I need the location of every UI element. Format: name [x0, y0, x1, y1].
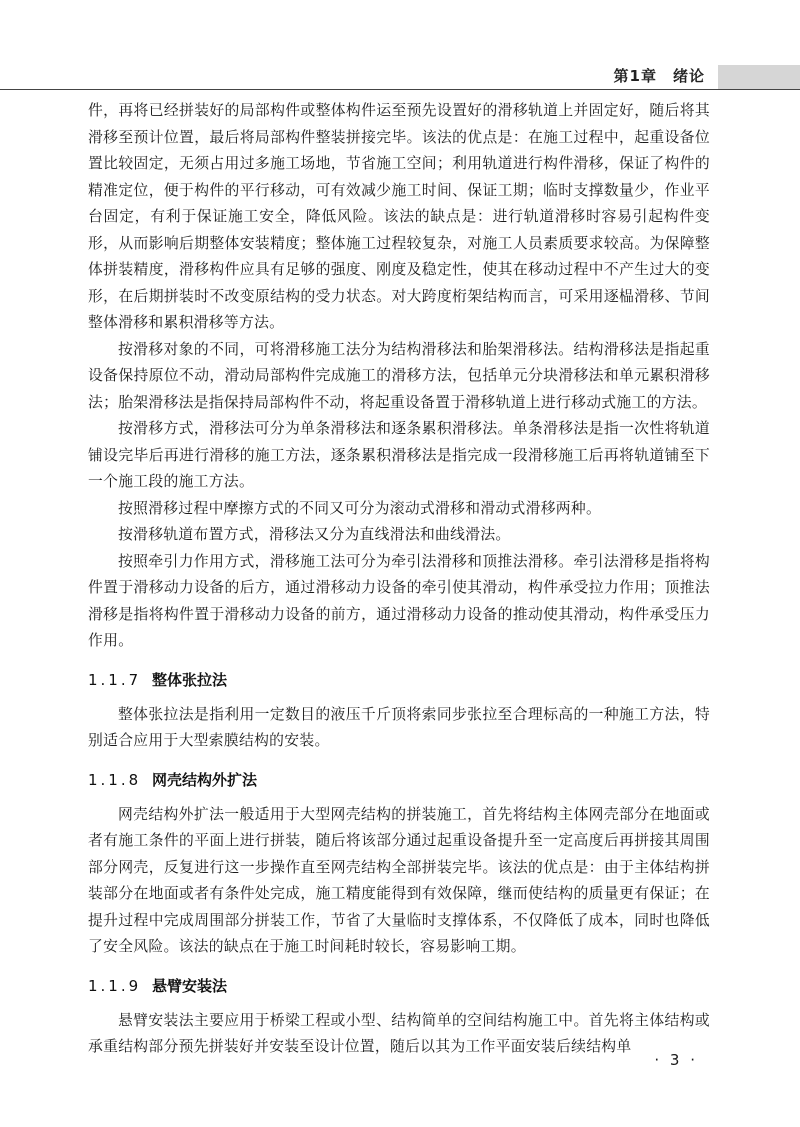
page-body	[88, 98, 710, 1061]
header-rule	[0, 89, 800, 90]
paragraph: 按照牵引力作用方式，滑移施工法可分为牵引法滑移和顶推法滑移。牵引法滑移是指将构件置于滑移动力设备的后方，通过滑移动力设备的牵引使其滑动，构件承受拉力作用；顶推法滑移是指将构件置于滑移动力设备的前方，通过滑移动力设备的推动使其滑动，构件承受压力作用。	[88, 552, 710, 649]
paragraph: 件，再将已经拼装好的局部构件或整体构件运至预先设置好的滑移轨道上并固定好，随后将其滑移至预计位置，最后将局部构件整装拼接完毕。该法的优点是：在施工过程中，起重设备位置比较固定，无须占用过多施工场地，节省施工空间；利用轨道进行构件滑移，保证了构件的精准定位，便于构件的平行移动，可有效减少施工时间、保证工期；临时支撑数量少，作业平台固定，有利于保证施工安全，降低风险。该法的缺点是：进行轨道滑移时容易引起构件变形，从而影响后期整体安装精度；整体施工过程较复杂，对施工人员素质要求较高。为保障整体拼装精度，滑移构件应具有足够的强度、刚度及稳定性，使其在移动过程中不产生过大的变形，在后期拼装时不改变原结构的受力状态。对大跨度桁架结构而言，可采用逐榀滑移、节间整体滑移和累积滑移等方法。	[88, 102, 710, 331]
section-title: 网壳结构外扩法	[152, 770, 258, 789]
paragraph: 整体张拉法是指利用一定数目的液压千斤顶将索同步张拉至合理标高的一种施工方法，特别适合应用于大型索膜结构的安装。	[88, 705, 710, 749]
section-heading-1-1-8	[88, 769, 710, 791]
paragraph: 按滑移方式，滑移法可分为单条滑移法和逐条累积滑移法。单条滑移法是指一次性将轨道铺设完毕后再进行滑移的施工方法，逐条累积滑移法是指完成一段滑移施工后再将轨道铺至下一个施工段的施工方法。	[88, 420, 710, 490]
chapter-title: 第1章 绪论	[613, 67, 705, 85]
header-tab-block	[718, 65, 800, 89]
paragraph: 网壳结构外扩法一般适用于大型网壳结构的拼装施工，首先将结构主体网壳部分在地面或者有施工条件的平面上进行拼装，随后将该部分通过起重设备提升至一定高度后再拼接其周围部分网壳，反复进行这一步操作直至网壳结构全部拼装完毕。该法的优点是：由于主体结构拼装部分在地面或者有条件处完成，施工精度能得到有效保障，继而使结构的质量更有保证；在提升过程中完成周围部分拼装工作，节省了大量临时支撑体系，不仅降低了成本，同时也降低了安全风险。该法的缺点在于施工时间耗时较长，容易影响工期。	[88, 805, 710, 955]
section-number: 1.1.7	[88, 670, 142, 689]
section-number: 1.1.8	[88, 770, 142, 789]
section-title: 悬臂安装法	[152, 976, 228, 995]
section-number: 1.1.9	[88, 976, 142, 995]
paragraph: 按滑移对象的不同，可将滑移施工法分为结构滑移法和胎架滑移法。结构滑移法是指起重设备保持原位不动，滑动局部构件完成施工的滑移方法，包括单元分块滑移法和单元累积滑移法；胎架滑移法是指保持局部构件不动，将起重设备置于滑移轨道上进行移动式施工的方法。	[88, 340, 710, 411]
section-title: 整体张拉法	[152, 670, 228, 689]
paragraph: 悬臂安装法主要应用于桥梁工程或小型、结构简单的空间结构施工中。首先将主体结构或承重结构部分预先拼装好并安装至设计位置，随后以其为工作平面安装后续结构单	[88, 1011, 710, 1055]
section-heading-1-1-7	[88, 669, 710, 691]
paragraph: 按滑移轨道布置方式，滑移法又分为直线滑法和曲线滑法。	[118, 526, 511, 543]
page-number: · 3 ·	[654, 1051, 698, 1069]
running-header	[0, 63, 800, 89]
section-heading-1-1-9	[88, 975, 710, 997]
paragraph: 按照滑移过程中摩擦方式的不同又可分为滚动式滑移和滑动式滑移两种。	[118, 499, 602, 517]
